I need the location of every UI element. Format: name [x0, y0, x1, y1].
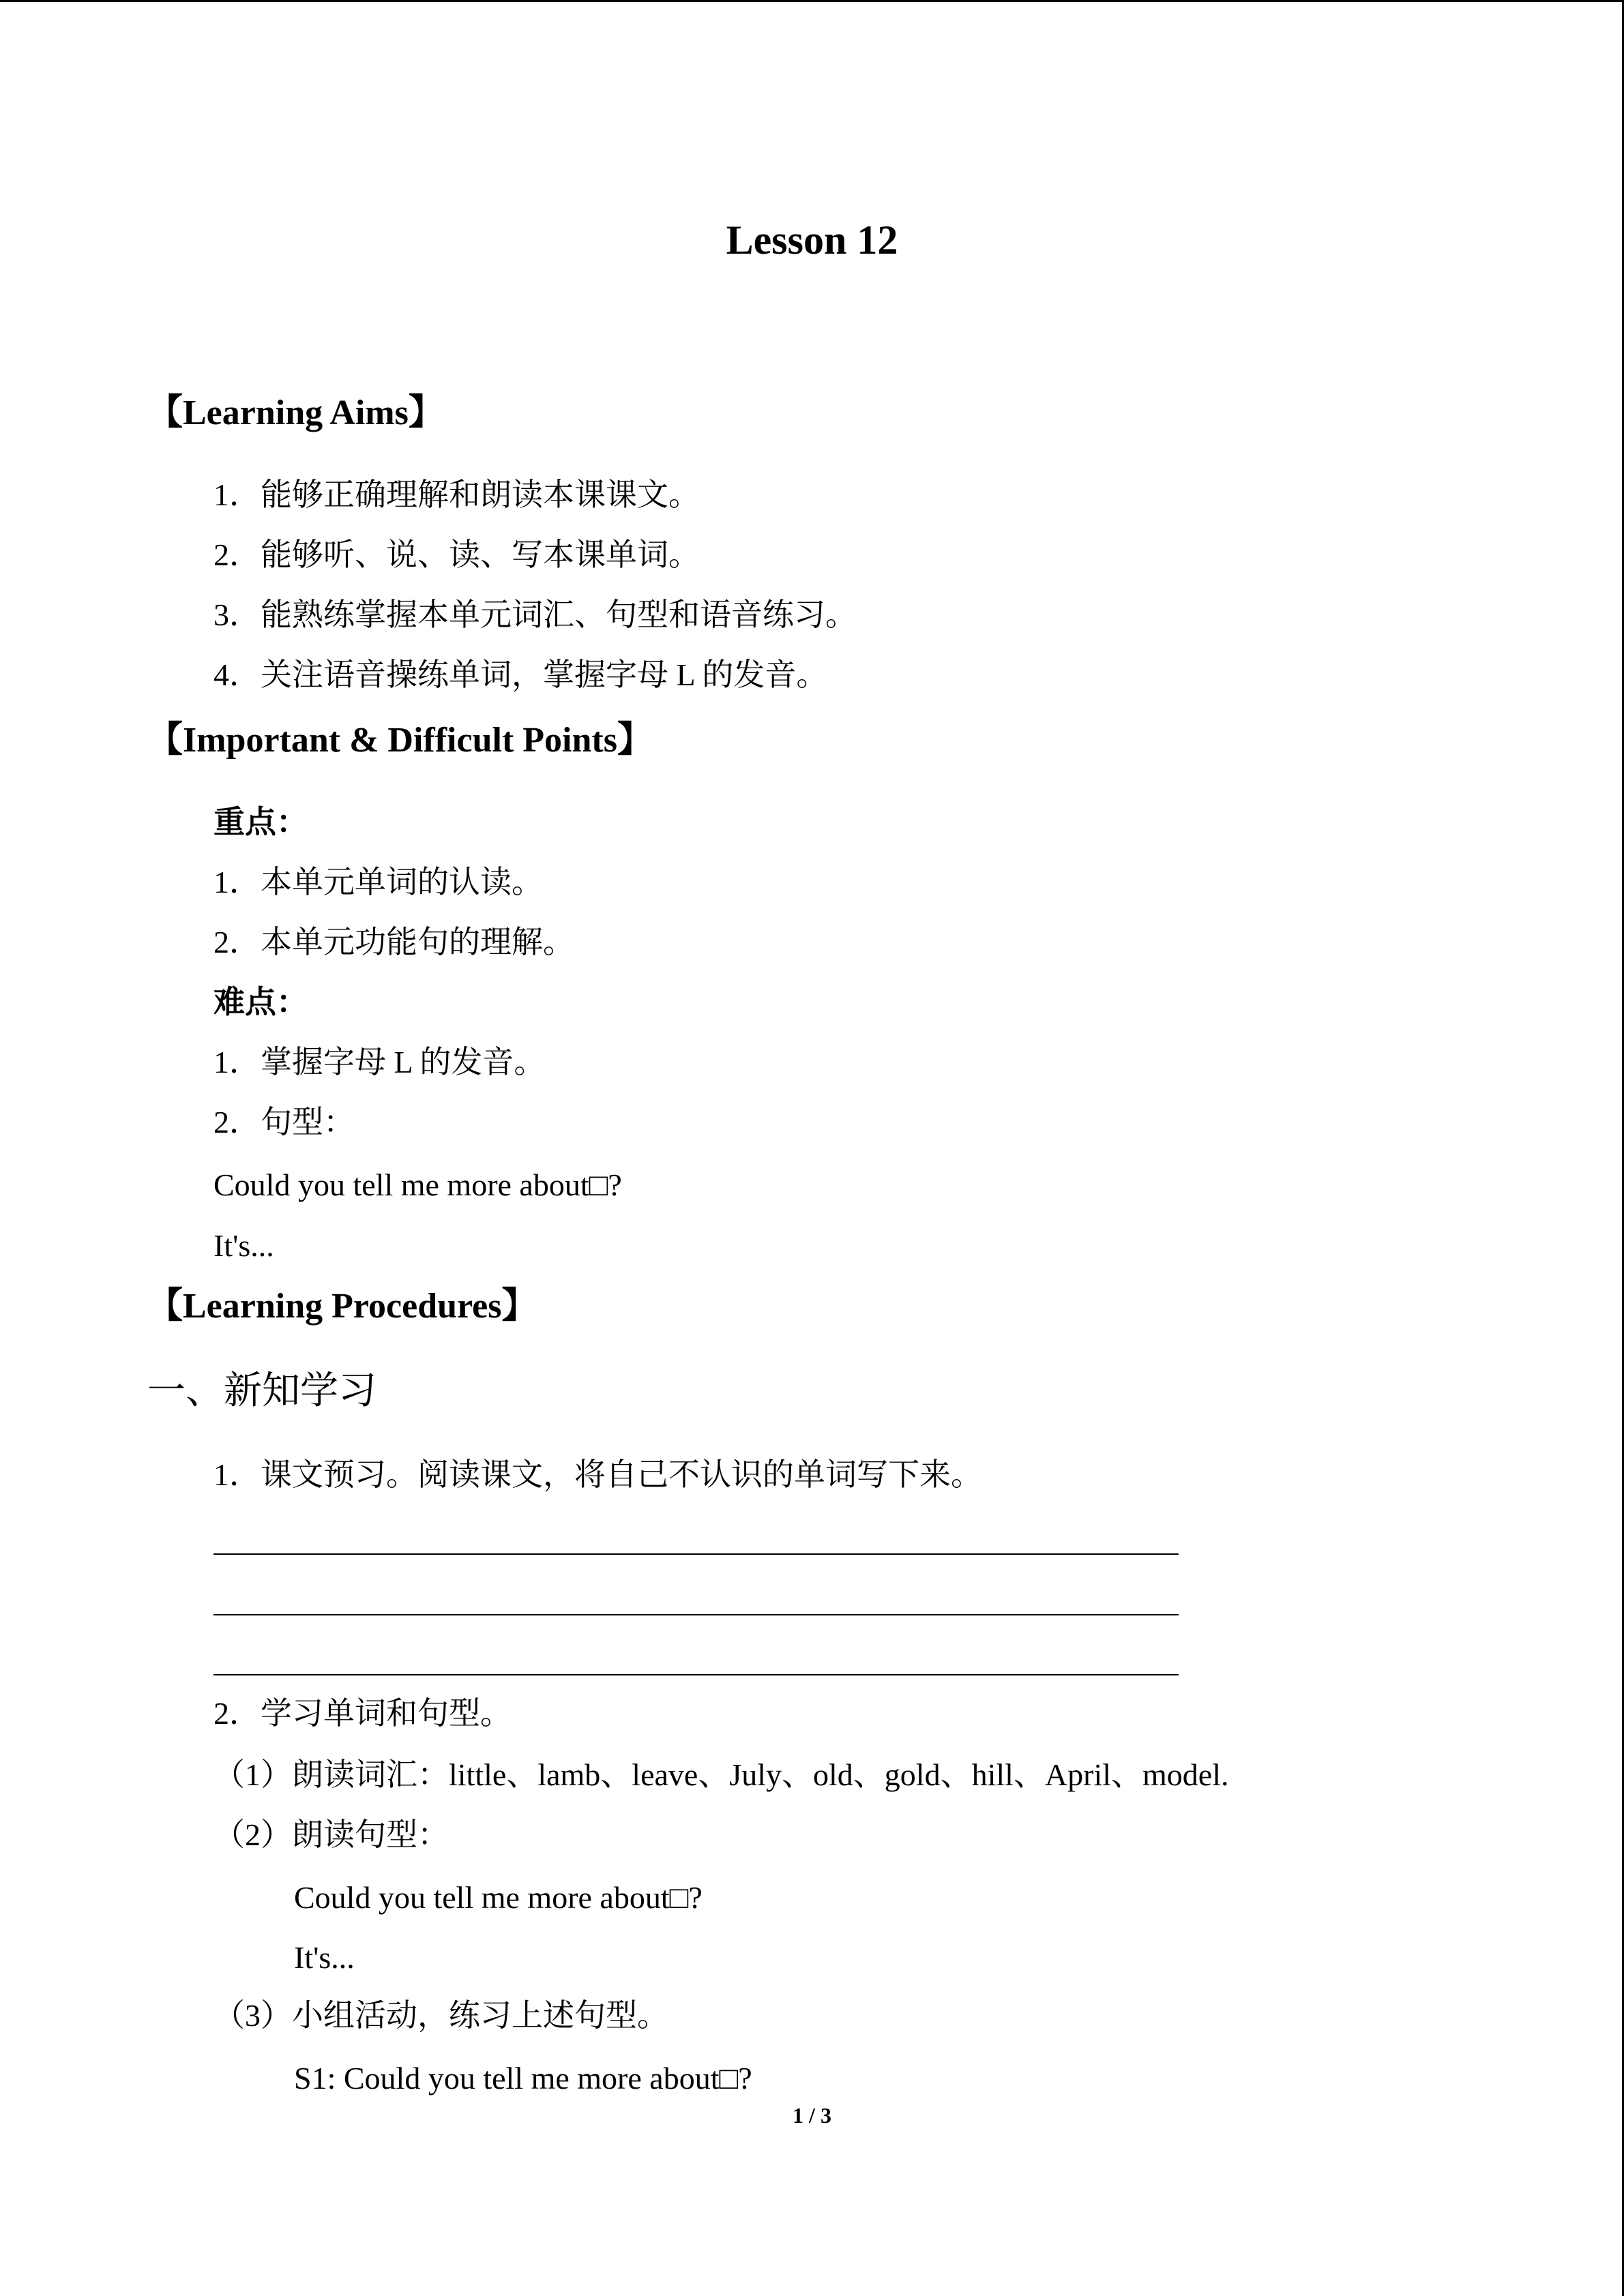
- difficult-points-label: 难点：: [213, 985, 308, 1019]
- key-point-item-2: 2．本单元功能句的理解。: [213, 925, 574, 959]
- sentence-pattern-1: Could you tell me more about□?: [213, 1167, 622, 1202]
- page-title: Lesson 12: [726, 218, 898, 263]
- substep-3-text: （3）小组活动，练习上述句型。: [213, 1998, 668, 2033]
- learning-procedures-heading: 【Learning Procedures】: [147, 1287, 537, 1326]
- key-points-label: 重点：: [213, 805, 308, 839]
- answer-line-1: [213, 1553, 1179, 1555]
- learning-aims-heading: 【Learning Aims】: [147, 393, 444, 432]
- substep-1-text: （1）朗读词汇：little、lamb、leave、July、old、gold、hill、April、model.: [213, 1757, 1229, 1792]
- step1-text: 1．课文预习。阅读课文，将自己不认识的单词写下来。: [213, 1457, 982, 1492]
- aim-item-1: 1．能够正确理解和朗读本课课文。: [213, 477, 700, 512]
- substep-3-dialogue: S1: Could you tell me more about□?: [294, 2061, 752, 2096]
- answer-line-2: [213, 1614, 1179, 1615]
- aim-item-2: 2．能够听、说、读、写本课单词。: [213, 537, 700, 572]
- part1-heading: 一、新知学习: [147, 1370, 377, 1412]
- page-number: 1 / 3: [793, 2103, 831, 2128]
- important-points-heading: 【Important & Difficult Points】: [147, 721, 653, 760]
- substep-2-sentence-2: It's...: [294, 1940, 355, 1975]
- difficult-point-item-1: 1．掌握字母 L 的发音。: [213, 1045, 546, 1079]
- answer-line-3: [213, 1674, 1179, 1675]
- key-point-item-1: 1．本单元单词的认读。: [213, 865, 543, 899]
- substep-2-text: （2）朗读句型：: [213, 1817, 449, 1852]
- aim-item-4: 4．关注语音操练单词，掌握字母 L 的发音。: [213, 657, 828, 692]
- sentence-pattern-2: It's...: [213, 1228, 274, 1263]
- substep-2-sentence-1: Could you tell me more about□?: [294, 1880, 703, 1915]
- difficult-point-item-2: 2．句型：: [213, 1105, 355, 1139]
- step2-text: 2．学习单词和句型。: [213, 1696, 512, 1731]
- aim-item-3: 3．能熟练掌握本单元词汇、句型和语音练习。: [213, 597, 857, 632]
